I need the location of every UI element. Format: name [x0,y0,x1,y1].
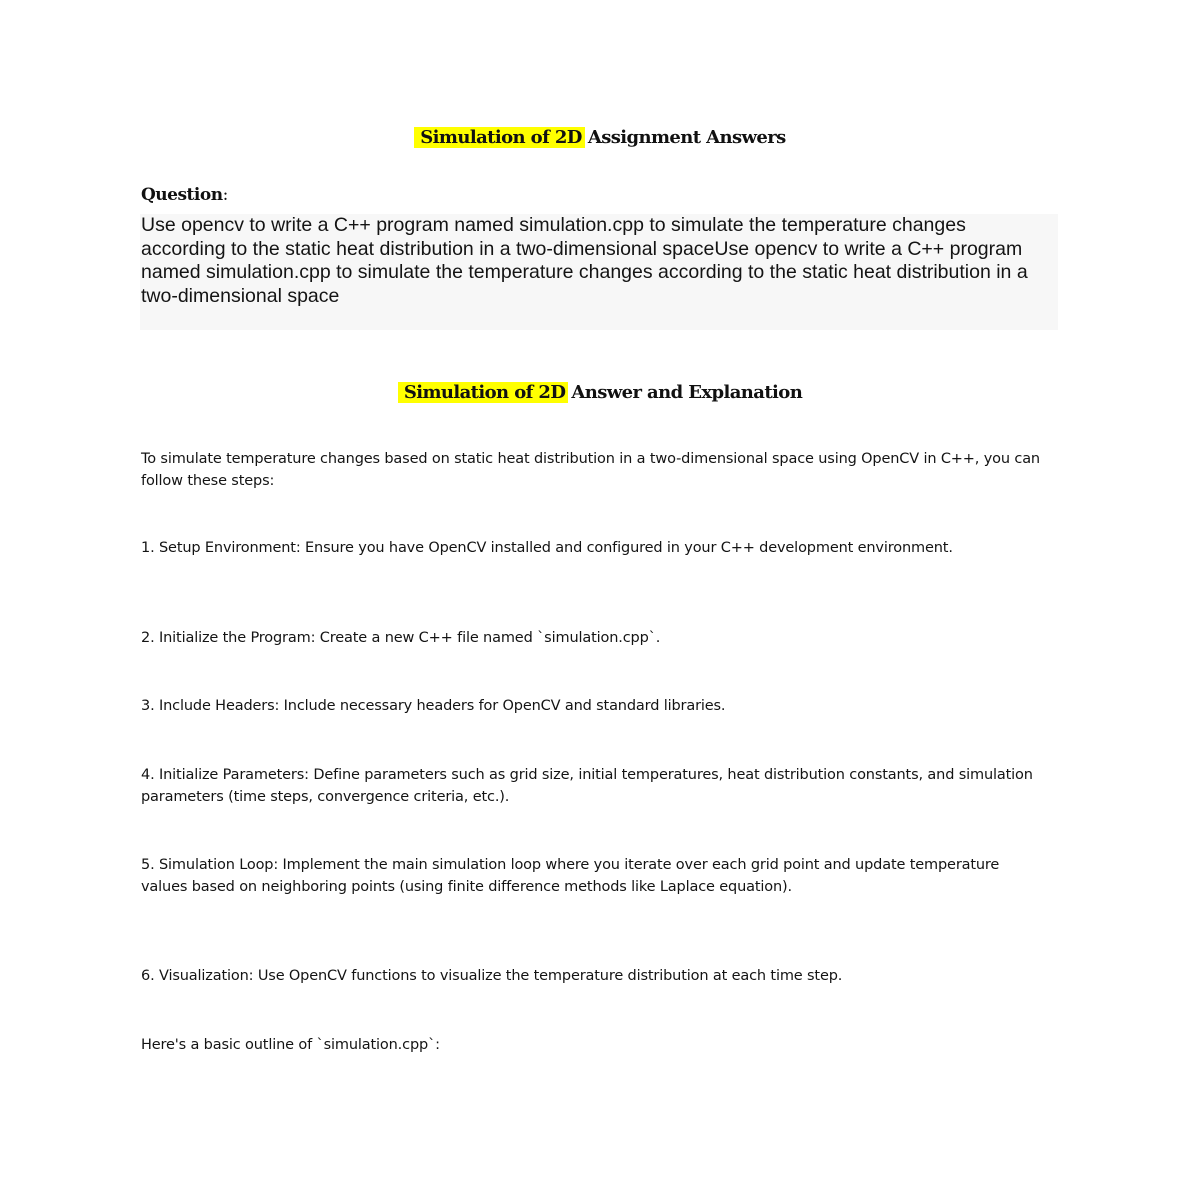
step-initialize-parameters: 4. Initialize Parameters: Define parameters such as grid size, initial temperatures, heat distribution constants, and simulation parameters (time steps, convergence criteria, etc.). [141,767,1033,805]
heading-highlight: Simulation of 2D [398,382,569,403]
question-text: Use opencv to write a C++ program named simulation.cpp to simulate the temperature changes according to the static heat distribution in a two-dimensional spaceUse opencv to write a C++ program named simulation.cpp to simulate the temperature changes according to the static heat distribution in a two-dimensional space [141,214,1028,307]
intro-paragraph: To simulate temperature changes based on static heat distribution in a two-dimensional space using OpenCV in C++, you can follow these steps: [141,451,1040,489]
heading-text: Answer and Explanation [571,382,803,403]
step-initialize-program: 2. Initialize the Program: Create a new C++ file named `simulation.cpp`. [141,630,661,646]
step-include-headers: 3. Include Headers: Include necessary headers for OpenCV and standard libraries. [141,698,726,714]
question-label-text: Question [141,185,223,205]
heading-text: Assignment Answers [587,127,786,148]
heading-highlight: Simulation of 2D [414,127,585,148]
outline-paragraph: Here's a basic outline of `simulation.cpp`: [141,1037,440,1053]
assignment-answers-heading [0,126,1200,150]
step-visualization: 6. Visualization: Use OpenCV functions to visualize the temperature distribution at each time step. [141,968,843,984]
step-simulation-loop: 5. Simulation Loop: Implement the main simulation loop where you iterate over each grid point and update temperature values based on neighboring points (using finite difference methods like Laplace equation). [141,857,1000,895]
step-setup-environment: 1. Setup Environment: Ensure you have OpenCV installed and configured in your C++ development environment. [141,540,953,556]
question-label [141,184,228,206]
answer-explanation-heading [0,381,1200,405]
question-label-colon: : [222,185,228,205]
